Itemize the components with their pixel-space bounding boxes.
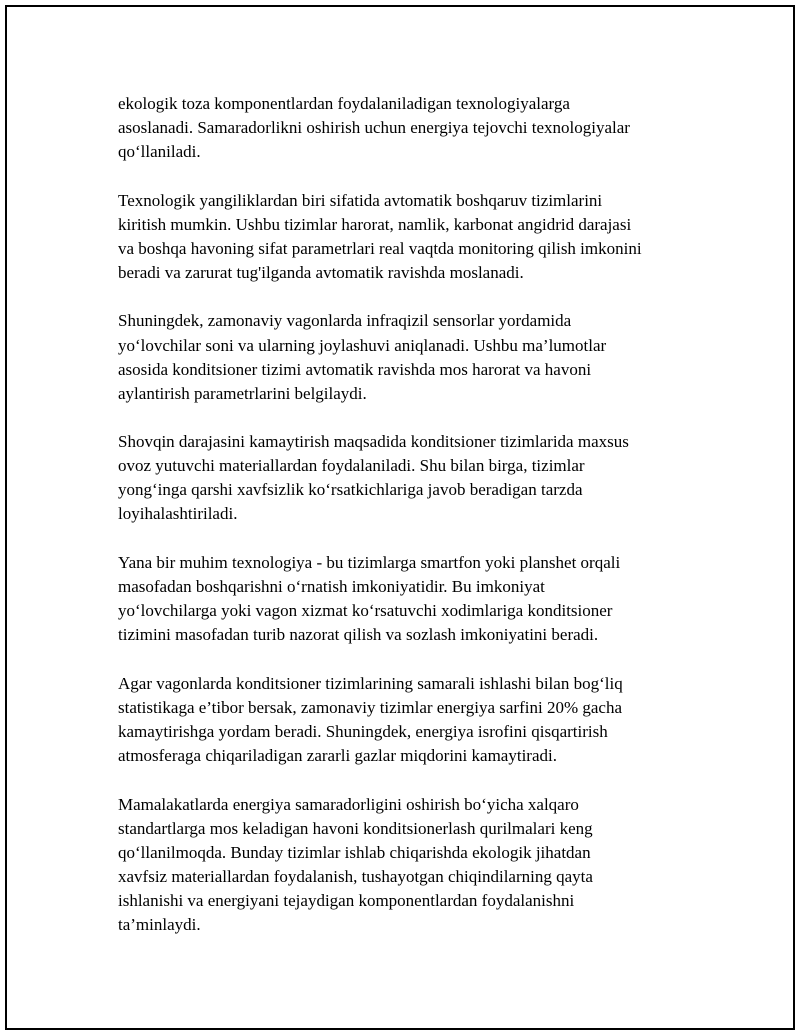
paragraph-2: Texnologik yangiliklardan biri sifatida avtomatik boshqaruv tizimlarini kiritish mumkin. Ushbu tizimlar harorat, namlik, karbonat angidrid darajasi va boshqa havoning sifat parametrlari real vaqtda monitoring qilish imkonini beradi va zarurat tug'ilganda avtomatik ravishda moslanadi. xyxy=(118,190,642,282)
paragraph-3: Shuningdek, zamonaviy vagonlarda infraqizil sensorlar yordamida yo‘lovchilar soni va ularning joylashuvi aniqlanadi. Ushbu ma’lumotlar asosida konditsioner tizimi avtomatik ravishda mos harorat va havoni aylantirish parametrlarini belgilaydi. xyxy=(118,311,607,403)
document-body xyxy=(118,92,708,961)
paragraph-7: Mamalakatlarda energiya samaradorligini oshirish bo‘yicha xalqaro standartlarga mos keladigan havoni konditsionerlash qurilmalari keng qo‘llanilmoqda. Bunday tizimlar ishlab chiqarishda ekologik jihatdan xavfsiz materiallardan foydalanish, tushayotgan chiqindilarning qayta ishlanishi va energiyani tejaydigan komponentlardan foydalanishni ta’minlaydi. xyxy=(118,794,593,934)
paragraph-4: Shovqin darajasini kamaytirish maqsadida konditsioner tizimlarida maxsus ovoz yutuvchi materiallardan foydalaniladi. Shu bilan birga, tizimlar yong‘inga qarshi xavfsizlik ko‘rsatkichlariga javob beradigan tarzda loyihalashtiriladi. xyxy=(118,432,629,524)
paragraph-6: Agar vagonlarda konditsioner tizimlarining samarali ishlashi bilan bog‘liq statistikaga e’tibor bersak, zamonaviy tizimlar energiya sarfini 20% gacha kamaytirishga yordam beradi. Shuningdek, energiya isrofini qisqartirish atmosferaga chiqariladigan zararli gazlar miqdorini kamaytiradi. xyxy=(118,673,623,766)
paragraph-5: Yana bir muhim texnologiya - bu tizimlarga smartfon yoki planshet orqali masofadan boshqarishni o‘rnatish imkoniyatidir. Bu imkoniyat yo‘lovchilarga yoki vagon xizmat ko‘rsatuvchi xodimlariga konditsioner tizimini masofadan turib nazorat qilish va sozlash imkoniyatini beradi. xyxy=(118,552,621,645)
paragraph-1: ekologik toza komponentlardan foydalaniladigan texnologiyalarga asoslanadi. Samaradorlikni oshirish uchun energiya tejovchi texnologiyalar qo‘llaniladi. xyxy=(118,94,630,162)
